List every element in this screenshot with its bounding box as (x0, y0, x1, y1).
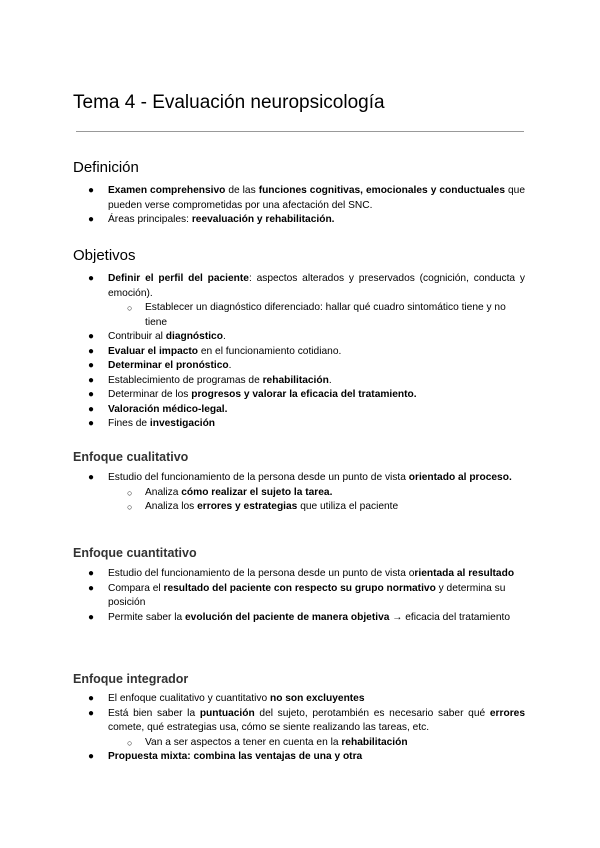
bullet-disc-icon: ● (88, 214, 95, 225)
bullet-disc-icon: ● (88, 360, 95, 371)
list-subitem: ○ Establecer un diagnóstico diferenciado: hallar qué cuadro sintomático tiene y no tiene (127, 302, 506, 328)
bullet-disc-icon: ● (88, 403, 95, 415)
heading-definicion: Definición (73, 159, 139, 176)
list-item: ● Determinar de los progresos y valorar la eficacia del tratamiento. (73, 388, 525, 403)
document-title: Tema 4 - Evaluación neuropsicología (73, 92, 385, 113)
list-item: ● Establecimiento de programas de rehabilitación. (73, 374, 525, 389)
list-objetivos (73, 272, 525, 432)
bullet-circle-icon: ○ (127, 303, 133, 313)
list-item: ● Compara el resultado del paciente con respecto su grupo normativo y determina su posición (88, 582, 506, 608)
heading-enfoque-integrador: Enfoque integrador (73, 672, 189, 686)
list-item: ● Estudio del funcionamiento de la persona desde un punto de vista orientado al proceso. (73, 471, 525, 486)
list-item: ● Examen comprehensivo de las funciones cognitivas, emocionales y conductuales que pueden verse comprometidas por una afectación del SNC. (88, 185, 525, 211)
bullet-disc-icon: ● (88, 389, 95, 400)
list-item: ● Fines de investigación (73, 417, 525, 432)
list-cuantitativo (73, 567, 525, 625)
list-subitem: ○ Analiza los errores y estrategias que utiliza el paciente (73, 500, 525, 515)
list-item: ● Propuesta mixta: combina las ventajas de una y otra (73, 750, 525, 765)
bullet-disc-icon: ● (88, 751, 95, 762)
list-subitem: ○ Analiza cómo realizar el sujeto la tarea. (73, 486, 525, 501)
list-cualitativo (73, 471, 525, 515)
bullet-circle-icon: ○ (127, 737, 133, 748)
bullet-disc-icon: ● (88, 273, 95, 284)
bullet-disc-icon: ● (88, 472, 95, 483)
bullet-disc-icon: ● (88, 582, 95, 594)
bullet-disc-icon: ● (88, 707, 95, 719)
list-integrador (73, 692, 525, 765)
list-item: ● Permite saber la evolución del paciente de manera objetiva → eficacia del tratamiento (73, 611, 525, 626)
bullet-disc-icon: ● (88, 418, 95, 429)
list-definicion (73, 184, 525, 228)
bullet-disc-icon: ● (88, 374, 95, 386)
list-item: ● Definir el perfil del paciente: aspectos alterados y preservados (cognición, conducta y emoción). (88, 273, 525, 299)
bullet-disc-icon: ● (88, 568, 95, 579)
bullet-disc-icon: ● (88, 611, 95, 623)
bullet-circle-icon: ○ (127, 487, 133, 498)
list-item: ● Evaluar el impacto en el funcionamiento cotidiano. (73, 345, 525, 360)
bullet-disc-icon: ● (88, 331, 95, 342)
list-item: ● Áreas principales: reevaluación y rehabilitación. (73, 213, 525, 228)
list-item: ● Estudio del funcionamiento de la persona desde un punto de vista orientada al resultado (73, 567, 525, 582)
list-item: ● Valoración médico-legal. (73, 403, 525, 418)
list-subitem: ○ Van a ser aspectos a tener en cuenta en la rehabilitación (73, 736, 525, 751)
bullet-disc-icon: ● (88, 185, 95, 196)
list-item: ● Está bien saber la puntuación del sujeto, perotambién es necesario saber qué errores comete, qué estrategias usa, cómo se siente realizando las tareas, etc. (88, 707, 525, 733)
bullet-disc-icon: ● (88, 693, 95, 704)
list-item: ● Determinar el pronóstico. (73, 359, 525, 374)
bullet-disc-icon: ● (88, 345, 95, 357)
horizontal-rule (76, 131, 524, 132)
heading-enfoque-cualitativo: Enfoque cualitativo (73, 450, 189, 464)
list-item: ● Contribuir al diagnóstico. (73, 330, 525, 345)
bullet-circle-icon: ○ (127, 502, 133, 512)
heading-objetivos: Objetivos (73, 247, 136, 264)
list-item: ● El enfoque cualitativo y cuantitativo no son excluyentes (73, 692, 525, 707)
heading-enfoque-cuantitativo: Enfoque cuantitativo (73, 546, 197, 560)
